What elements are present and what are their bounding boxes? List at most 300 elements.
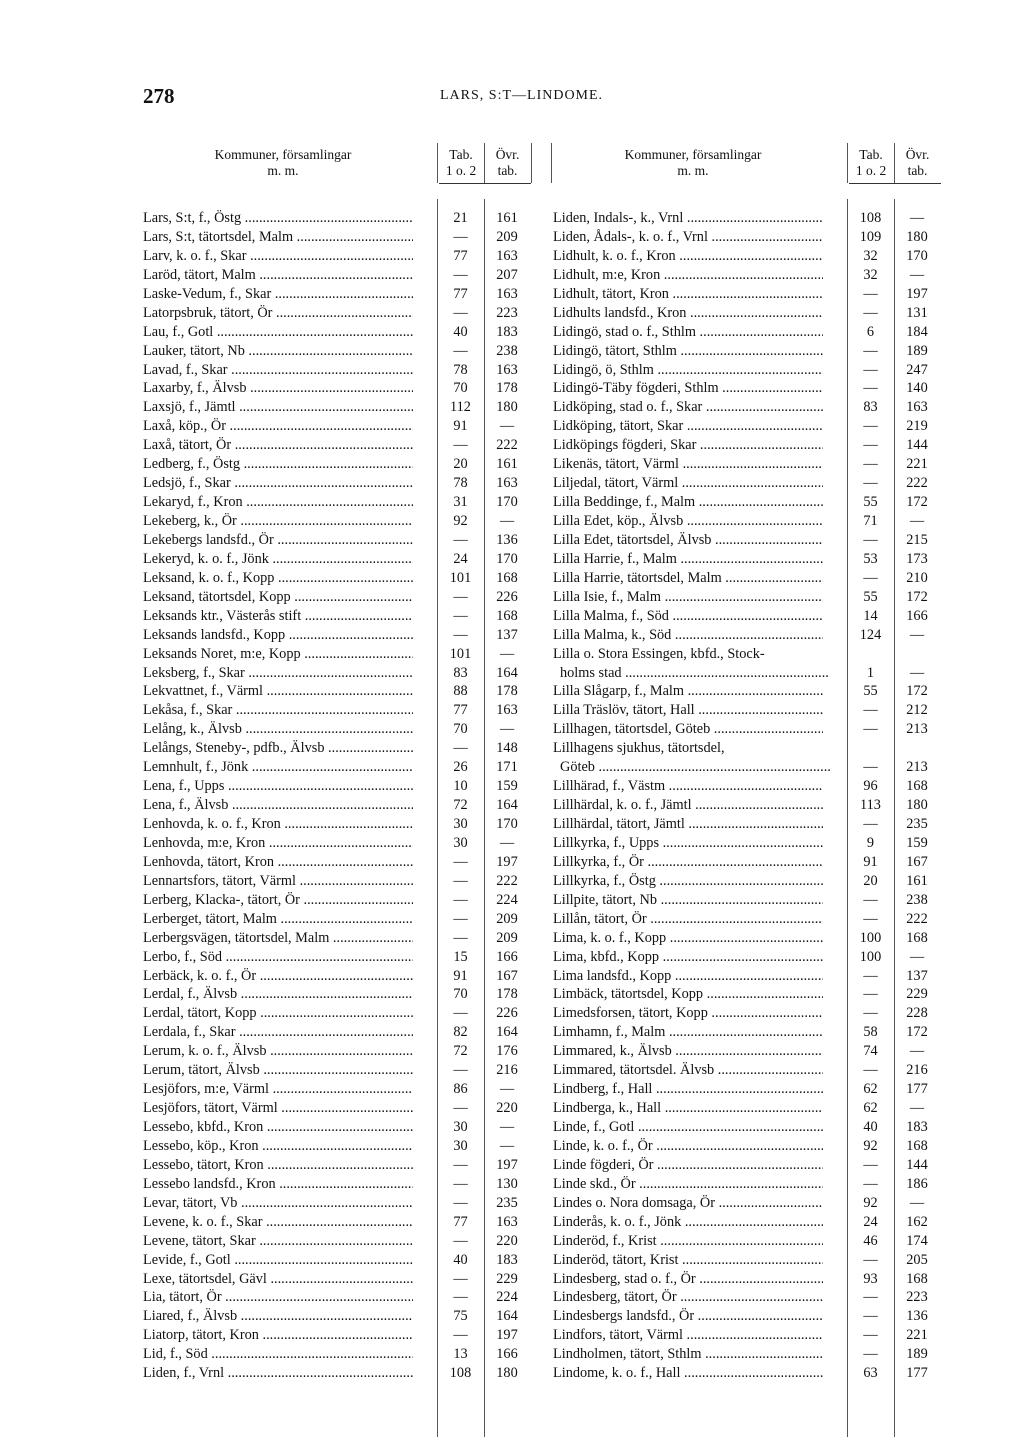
entry-name: Lillhagens sjukhus, tätortsdel, [553, 740, 725, 757]
entry-name: Liden, Indals-, k., Vrnl ..... [553, 209, 823, 228]
entry-tab-ref: — [863, 569, 878, 586]
entry-ovr-ref: 164 [496, 797, 518, 814]
entry-name: Ledsjö, f., Skar ..... [143, 474, 413, 493]
entry-name: Lars, S:t, f., Östg ..... [143, 209, 413, 228]
entry-tab-ref: 20 [863, 872, 878, 889]
entry-tab-ref: 100 [859, 929, 882, 946]
entry-ovr-ref: 221 [906, 1327, 928, 1344]
entry-name: Lia, tätort, Ör ..... [143, 1288, 413, 1307]
entry-name: Lerdal, f., Älvsb ..... [143, 985, 413, 1004]
entry-tab-ref: 92 [453, 513, 468, 529]
entry-ovr-ref: 178 [496, 380, 518, 397]
entry-ovr-ref: 166 [906, 607, 928, 624]
entry-tab-ref: — [863, 1289, 878, 1306]
entry-name: Lima, k. o. f., Kopp ..... [553, 929, 823, 948]
entry-tab-ref: 71 [863, 513, 878, 529]
entry-tab-ref: 91 [453, 967, 468, 984]
entry-name: Lindholmen, tätort, Sthlm ..... [553, 1345, 823, 1364]
entry-ovr-ref: 164 [496, 1308, 518, 1325]
entry-tab-ref: — [453, 304, 468, 321]
entry-tab-ref: 9 [866, 834, 875, 851]
entry-name: Lilla Beddinge, f., Malm ..... [553, 493, 823, 512]
entry-tab-ref: — [863, 967, 878, 984]
entry-name: Lekeryd, k. o. f., Jönk ..... [143, 550, 413, 569]
entry-name: Lidingö-Täby fögderi, Sthlm ..... [553, 379, 823, 398]
entry-ovr-ref: 167 [496, 967, 518, 984]
entry-name: Lessebo landsfd., Kron ..... [143, 1175, 413, 1194]
header-rule [849, 183, 941, 184]
entry-tab-ref: 78 [453, 361, 468, 378]
entry-tab-ref: 53 [863, 550, 878, 567]
header-name-line1: Kommuner, församlingar [214, 147, 352, 162]
entry-name: Lelångs, Steneby-, pdfb., Älvsb ..... [143, 739, 413, 758]
entry-tab-ref: 30 [453, 834, 468, 851]
entry-ovr-ref: 209 [496, 228, 518, 245]
entry-tab-ref: — [863, 1346, 878, 1363]
entry-ovr-ref: 166 [496, 948, 518, 965]
entry-ovr-ref: 215 [906, 531, 928, 548]
entry-name: Lekaryd, f., Kron ..... [143, 493, 413, 512]
entry-ovr-ref: 163 [496, 247, 518, 264]
entry-name: Lilla o. Stora Essingen, kbfd., Stock- [553, 645, 765, 662]
entry-ovr-ref: 180 [496, 1365, 518, 1382]
entry-ovr-ref: 159 [906, 834, 928, 851]
entry-ovr-ref: 178 [496, 986, 518, 1003]
entry-name: Leksands landsfd., Kopp ..... [143, 626, 413, 645]
entry-name: Laxå, tätort, Ör ..... [143, 436, 413, 455]
entry-tab-ref: 40 [863, 1119, 878, 1135]
entry-name: Larv, k. o. f., Skar ..... [143, 247, 413, 266]
entry-ovr-ref: 163 [496, 285, 518, 302]
entry-name: Lindberga, k., Hall ..... [553, 1099, 823, 1118]
entry-ovr-ref: — [909, 626, 925, 643]
entry-tab-ref: 40 [453, 323, 468, 340]
entry-name: Lillån, tätort, Ör ..... [553, 910, 823, 929]
entry-tab-ref: 124 [859, 626, 882, 643]
entry-tab-ref: — [453, 1100, 468, 1117]
entry-name: Lekåsa, f., Skar ..... [143, 701, 413, 720]
entry-ovr-ref: — [499, 1081, 515, 1098]
entry-name: Lenhovda, m:e, Kron ..... [143, 834, 413, 853]
entry-tab-ref: — [863, 1308, 878, 1325]
entry-ovr-ref: 168 [496, 569, 518, 586]
entry-name: Limmared, tätortsdel. Älvsb ..... [553, 1061, 823, 1080]
entry-ovr-ref: 189 [906, 1346, 928, 1363]
header-divider [484, 143, 485, 183]
entry-name: Lima, kbfd., Kopp ..... [553, 948, 823, 967]
entry-tab-ref: 83 [453, 664, 468, 681]
entry-ovr-ref: — [499, 1119, 515, 1135]
entry-tab-ref: 31 [453, 494, 468, 511]
entry-name: Lexe, tätortsdel, Gävl ..... [143, 1270, 413, 1289]
entry-tab-ref: — [453, 1005, 468, 1022]
entry-tab-ref: 101 [449, 569, 472, 586]
entry-tab-ref: — [453, 607, 468, 624]
entry-ovr-ref: 161 [906, 872, 928, 889]
entry-name: Lillkyrka, f., Upps ..... [553, 834, 823, 853]
entry-name: Lenhovda, k. o. f., Kron ..... [143, 815, 413, 834]
entry-name: Lerberg, Klacka-, tätort, Ör ..... [143, 891, 413, 910]
entry-name: Laxå, köp., Ör ..... [143, 417, 413, 436]
entry-ovr-ref: 136 [496, 531, 518, 548]
entry-tab-ref: 91 [453, 418, 468, 435]
entry-tab-ref: — [453, 872, 468, 889]
running-head: LARS, S:T—LINDOME. [440, 88, 604, 103]
header-divider [437, 143, 438, 183]
entry-name: Lavad, f., Skar ..... [143, 361, 413, 380]
entry-tab-ref: 70 [453, 721, 468, 738]
entry-ovr-ref: — [499, 721, 515, 738]
entry-tab-ref: — [863, 380, 878, 397]
entry-name: Lillhärdal, k. o. f., Jämtl ..... [553, 796, 823, 815]
entry-ovr-ref: 159 [496, 778, 518, 795]
entry-tab-ref: — [863, 437, 878, 454]
entry-tab-ref: 108 [449, 1365, 472, 1382]
entry-name: Lessebo, tätort, Kron ..... [143, 1156, 413, 1175]
entry-name: Lidhult, tätort, Kron ..... [553, 285, 823, 304]
entry-name: Lillhärdal, tätort, Jämtl ..... [553, 815, 823, 834]
entry-name: Lau, f., Gotl ..... [143, 323, 413, 342]
header-rule [439, 183, 531, 184]
entry-ovr-ref: 238 [906, 891, 928, 908]
entry-name: Lillkyrka, f., Östg ..... [553, 872, 823, 891]
entry-ovr-ref: — [909, 1100, 925, 1117]
entry-tab-ref: 26 [453, 759, 468, 776]
entry-ovr-ref: 197 [906, 285, 928, 302]
entry-ovr-ref: 228 [906, 1005, 928, 1022]
entry-name: Leksand, tätortsdel, Kopp ..... [143, 588, 413, 607]
entry-ovr-ref: 137 [496, 626, 518, 643]
entry-tab-ref: — [453, 1270, 468, 1287]
entry-ovr-ref: — [909, 266, 925, 283]
entry-name: Laröd, tätort, Malm ..... [143, 266, 413, 285]
entry-name: Liatorp, tätort, Kron ..... [143, 1326, 413, 1345]
entry-name: Leksands ktr., Västerås stift ..... [143, 607, 413, 626]
entry-ovr-ref: 222 [906, 910, 928, 927]
entry-ovr-ref: 184 [906, 323, 928, 340]
entry-tab-ref: 93 [863, 1270, 878, 1287]
entry-name: Levide, f., Gotl ..... [143, 1251, 413, 1270]
entry-tab-ref: 113 [860, 797, 881, 814]
entry-tab-ref: — [863, 759, 878, 776]
entry-ovr-ref: 168 [906, 929, 928, 946]
entry-tab-ref: — [863, 304, 878, 321]
entry-name: Lilla Edet, köp., Älvsb ..... [553, 512, 823, 531]
entry-tab-ref: 21 [453, 210, 468, 226]
entry-ovr-ref: 221 [906, 456, 928, 473]
entry-name: Linde fögderi, Ör ..... [553, 1156, 823, 1175]
entry-ovr-ref: 168 [906, 778, 928, 795]
header-tab-line1: Tab. [449, 147, 473, 162]
entry-tab-ref: 58 [863, 1024, 878, 1041]
entry-ovr-ref: 226 [496, 1005, 518, 1022]
entry-name: Lindesberg, tätort, Ör ..... [553, 1288, 823, 1307]
entry-tab-ref: 74 [863, 1043, 878, 1060]
entry-name: Latorpsbruk, tätort, Ör ..... [143, 304, 413, 323]
entry-ovr-ref: 224 [496, 1289, 518, 1306]
entry-ovr-ref: 213 [906, 721, 928, 738]
entry-ovr-ref: 136 [906, 1308, 928, 1325]
entry-ovr-ref: 163 [496, 475, 518, 492]
entry-ovr-ref: 183 [496, 1251, 518, 1268]
entry-ovr-ref: 222 [496, 437, 518, 454]
entry-name: Linderås, k. o. f., Jönk ..... [553, 1213, 823, 1232]
entry-name: Lidköpings fögderi, Skar ..... [553, 436, 823, 455]
entry-ovr-ref: 177 [906, 1365, 928, 1382]
entry-tab-ref: 75 [453, 1308, 468, 1325]
entry-ovr-ref: 137 [906, 967, 928, 984]
entry-name: Lindfors, tätort, Värml ..... [553, 1326, 823, 1345]
entry-ovr-ref: 144 [906, 1156, 928, 1173]
entry-name: Lilla Slågarp, f., Malm ..... [553, 682, 823, 701]
entry-tab-ref: 83 [863, 399, 878, 416]
entry-tab-ref: — [453, 740, 468, 757]
entry-tab-ref: — [453, 1062, 468, 1079]
entry-name: Leksand, k. o. f., Kopp ..... [143, 569, 413, 588]
entry-ovr-ref: 220 [496, 1100, 518, 1117]
entry-name: Lilla Malma, k., Söd ..... [553, 626, 823, 645]
entry-name: Lidhult, k. o. f., Kron ..... [553, 247, 823, 266]
entry-tab-ref: — [863, 418, 878, 435]
header-divider [531, 143, 532, 183]
entry-ovr-ref: 144 [906, 437, 928, 454]
entry-tab-ref: 30 [453, 816, 468, 832]
entry-ovr-ref: 174 [906, 1232, 928, 1249]
entry-tab-ref: 77 [453, 702, 468, 719]
entry-tab-ref: 30 [453, 1119, 468, 1135]
entry-name: Lid, f., Söd ..... [143, 1345, 413, 1364]
entry-name: Lillhagen, tätortsdel, Göteb ..... [553, 720, 823, 739]
header-tab-line2: 1 o. 2 [445, 163, 477, 178]
entry-ovr-ref: — [499, 513, 515, 529]
entry-tab-ref: 92 [863, 1194, 878, 1211]
entry-ovr-ref: — [499, 418, 515, 435]
entry-tab-ref: — [863, 475, 878, 492]
entry-tab-ref: — [863, 1327, 878, 1344]
entry-name: Lilla Isie, f., Malm ..... [553, 588, 823, 607]
entry-ovr-ref: 209 [496, 929, 518, 946]
entry-tab-ref: 55 [863, 588, 878, 605]
entry-tab-ref: 70 [453, 986, 468, 1003]
entry-ovr-ref: 223 [906, 1289, 928, 1306]
entry-tab-ref: — [863, 816, 878, 832]
entry-name: Lindesberg, stad o. f., Ör ..... [553, 1270, 823, 1289]
entry-name: Lerum, tätort, Älvsb ..... [143, 1061, 413, 1080]
header-ovr [896, 147, 939, 197]
entry-tab-ref: — [863, 721, 878, 738]
entry-ovr-ref: 220 [496, 1232, 518, 1249]
entry-ovr-ref: 216 [906, 1062, 928, 1079]
entry-tab-ref: — [863, 1156, 878, 1173]
header-ovr-line1: Övr. [495, 147, 520, 162]
entry-ovr-ref: 178 [496, 683, 518, 700]
entry-tab-ref: 46 [863, 1232, 878, 1249]
entry-ovr-ref: 168 [906, 1270, 928, 1287]
entry-tab-ref: 24 [453, 550, 468, 567]
entry-ovr-ref: — [499, 645, 515, 662]
entry-tab-ref: 77 [453, 1213, 468, 1230]
entry-tab-ref: 72 [453, 1043, 468, 1060]
entry-tab-ref: 62 [863, 1100, 878, 1117]
entry-name: Lerdala, f., Skar ..... [143, 1023, 413, 1042]
entry-ovr-ref: 170 [906, 247, 928, 264]
entry-ovr-ref: 164 [496, 664, 518, 681]
entry-tab-ref: 13 [453, 1346, 468, 1363]
entry-ovr-ref: 180 [906, 228, 928, 245]
entry-name: Lillkyrka, f., Ör ..... [553, 853, 823, 872]
entry-ovr-ref: 166 [496, 1346, 518, 1363]
entry-name: Linde skd., Ör ..... [553, 1175, 823, 1194]
entry-tab-ref: — [863, 986, 878, 1003]
entry-name: Linde, k. o. f., Ör ..... [553, 1137, 823, 1156]
entry-tab-ref: — [863, 1251, 878, 1268]
entry-tab-ref: — [453, 588, 468, 605]
entry-name: Leksands Noret, m:e, Kopp ..... [143, 645, 413, 664]
entry-tab-ref: 100 [859, 948, 882, 965]
entry-tab-ref: — [863, 531, 878, 548]
column-divider [484, 199, 485, 1437]
entry-tab-ref: 15 [453, 948, 468, 965]
entry-tab-ref: 30 [453, 1137, 468, 1154]
entry-tab-ref: — [453, 228, 468, 245]
entry-ovr-ref: 222 [906, 475, 928, 492]
entry-tab-ref: — [453, 1327, 468, 1344]
entry-tab-ref: 101 [449, 645, 472, 662]
entry-tab-ref: — [453, 1289, 468, 1306]
entry-ovr-ref: 219 [906, 418, 928, 435]
entry-name: Lerbergsvägen, tätortsdel, Malm ..... [143, 929, 413, 948]
entry-ovr-ref: 222 [496, 872, 518, 889]
entry-tab-ref: — [453, 853, 468, 870]
entry-tab-ref: — [453, 1156, 468, 1173]
entry-tab-ref: — [863, 342, 878, 359]
header-tab [438, 147, 484, 197]
entry-ovr-ref: 130 [496, 1175, 518, 1192]
entry-ovr-ref: 162 [906, 1213, 928, 1230]
header-divider [551, 143, 552, 183]
entry-name: Lilla Harrie, f., Malm ..... [553, 550, 823, 569]
entry-name: Laxsjö, f., Jämtl ..... [143, 398, 413, 417]
entry-name: Lemnhult, f., Jönk ..... [143, 758, 413, 777]
entry-tab-ref: 77 [453, 285, 468, 302]
entry-name: Liared, f., Älvsb ..... [143, 1307, 413, 1326]
entry-ovr-ref: 229 [906, 986, 928, 1003]
entry-name: Lidköping, stad o. f., Skar ..... [553, 398, 823, 417]
entry-name: Lennartsfors, tätort, Värml ..... [143, 872, 413, 891]
entry-name: Lidingö, stad o. f., Sthlm ..... [553, 323, 823, 342]
entry-tab-ref: 88 [453, 683, 468, 700]
entry-name: Lelång, k., Älvsb ..... [143, 720, 413, 739]
header-tab-line1: Tab. [859, 147, 883, 162]
entry-ovr-ref: 238 [496, 342, 518, 359]
header-name-line2: m. m. [677, 163, 709, 178]
entry-tab-ref: — [863, 456, 878, 473]
entry-tab-ref: 55 [863, 683, 878, 700]
entry-tab-ref: 86 [453, 1081, 468, 1098]
entry-name: Levar, tätort, Vb ..... [143, 1194, 413, 1213]
entry-ovr-ref: 186 [906, 1175, 928, 1192]
entry-ovr-ref: 210 [906, 569, 928, 586]
entry-tab-ref: 6 [866, 323, 875, 340]
entry-ovr-ref: — [499, 834, 515, 851]
entry-name: Leksberg, f., Skar ..... [143, 664, 413, 683]
entry-tab-ref: 20 [453, 456, 468, 473]
entry-name: Limedsforsen, tätort, Kopp ..... [553, 1004, 823, 1023]
entry-ovr-ref: 170 [496, 816, 518, 832]
column-divider [437, 199, 438, 1437]
entry-tab-ref: — [453, 1232, 468, 1249]
entry-ovr-ref: 209 [496, 910, 518, 927]
entry-ovr-ref: — [909, 513, 925, 529]
entry-name: Linderöd, f., Krist ..... [553, 1232, 823, 1251]
entry-ovr-ref: 180 [906, 797, 928, 814]
entry-ovr-ref: 189 [906, 342, 928, 359]
entry-ovr-ref: 205 [906, 1251, 928, 1268]
entry-ovr-ref: — [909, 1043, 925, 1060]
entry-tab-ref: — [453, 531, 468, 548]
entry-tab-ref: — [453, 437, 468, 454]
entry-name: Ledberg, f., Östg ..... [143, 455, 413, 474]
entry-ovr-ref: 170 [496, 494, 518, 511]
entry-tab-ref: 82 [453, 1024, 468, 1041]
entry-name: Lekvattnet, f., Värml ..... [143, 682, 413, 701]
entry-ovr-ref: 180 [496, 399, 518, 416]
entry-ovr-ref: 163 [906, 399, 928, 416]
entry-tab-ref: — [863, 891, 878, 908]
entry-ovr-ref: 183 [496, 323, 518, 340]
entry-ovr-ref: 183 [906, 1119, 928, 1135]
entry-ovr-ref: 168 [496, 607, 518, 624]
entry-ovr-ref: 235 [496, 1194, 518, 1211]
header-name [143, 147, 423, 197]
entry-ovr-ref: — [499, 1137, 515, 1154]
header-tab-line2: 1 o. 2 [855, 163, 887, 178]
entry-tab-ref: 14 [863, 607, 878, 624]
entry-ovr-ref: 161 [496, 456, 518, 473]
entry-name: Lesjöfors, tätort, Värml ..... [143, 1099, 413, 1118]
entry-ovr-ref: 235 [906, 816, 928, 832]
entry-tab-ref: 55 [863, 494, 878, 511]
entry-tab-ref: 108 [859, 210, 882, 226]
entry-ovr-ref: 170 [496, 550, 518, 567]
entry-name: Lidhults landsfd., Kron ..... [553, 304, 823, 323]
entry-tab-ref: 10 [453, 778, 468, 795]
entry-name: Lauker, tätort, Nb ..... [143, 342, 413, 361]
entry-tab-ref: — [453, 910, 468, 927]
entry-ovr-ref: 171 [496, 759, 518, 776]
entry-name: Lerum, k. o. f., Älvsb ..... [143, 1042, 413, 1061]
entry-tab-ref: 70 [453, 380, 468, 397]
entry-ovr-ref: 163 [496, 361, 518, 378]
entry-ovr-ref: 131 [906, 304, 928, 321]
entry-name: Lerbäck, k. o. f., Ör ..... [143, 967, 413, 986]
entry-tab-ref: — [863, 1062, 878, 1079]
entry-tab-ref: 109 [859, 228, 882, 245]
entry-ovr-ref: — [909, 1194, 925, 1211]
entry-tab-ref: — [453, 929, 468, 946]
entry-name: Lillhärad, f., Västm ..... [553, 777, 823, 796]
entry-name: Lindome, k. o. f., Hall ..... [553, 1364, 823, 1383]
entry-name: Lindesbergs landsfd., Ör ..... [553, 1307, 823, 1326]
entry-name: Lessebo, köp., Kron ..... [143, 1137, 413, 1156]
entry-name: Lidhult, m:e, Kron ..... [553, 266, 823, 285]
entry-name: Lindes o. Nora domsaga, Ör ..... [553, 1194, 823, 1213]
entry-ovr-ref: 172 [906, 683, 928, 700]
entry-tab-ref: 24 [863, 1213, 878, 1230]
entry-ovr-ref: 161 [496, 210, 518, 226]
entry-name: Lerbo, f., Söd ..... [143, 948, 413, 967]
entry-name: Göteb ..... [553, 758, 830, 777]
